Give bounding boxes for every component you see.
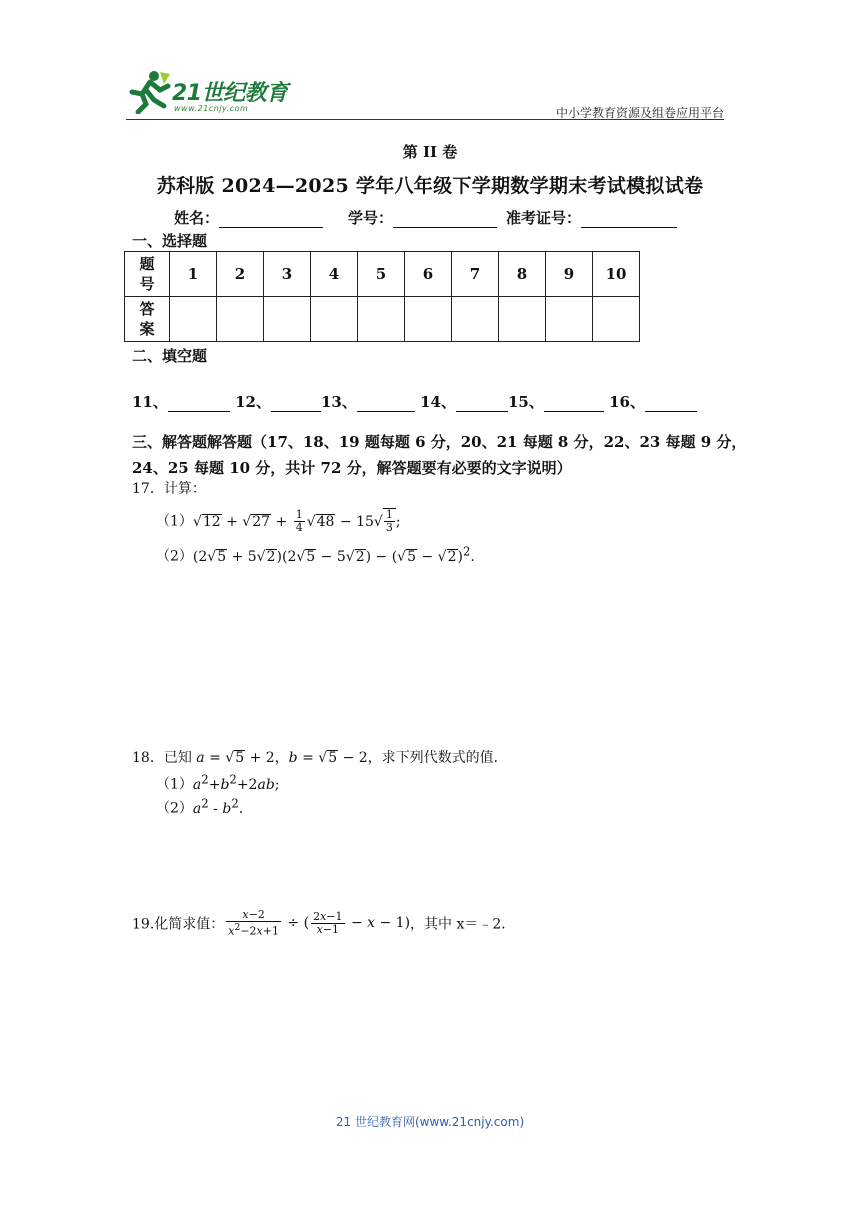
number-cell: 1 [170, 252, 217, 297]
answer-cell[interactable] [358, 297, 405, 342]
number-cell: 5 [358, 252, 405, 297]
student-id-field[interactable] [348, 207, 497, 228]
question-text: 18．已知 [132, 750, 192, 766]
number-cell: 8 [499, 252, 546, 297]
number-cell: 7 [452, 252, 499, 297]
expression: √12 + √27 + $\frac{1}{4}$ √48 − 15√ $\frac{1}{3}$ ; [192, 508, 401, 534]
fill-blank[interactable] [168, 394, 230, 412]
logo-url: www.21cnjy.com [174, 104, 249, 113]
fill-blank[interactable] [645, 394, 697, 412]
logo-text: 21世纪教育 [172, 81, 288, 106]
number-cell: 3 [264, 252, 311, 297]
fill-blank[interactable] [456, 394, 508, 412]
header-char: 题 [139, 255, 155, 273]
fill-blank[interactable] [357, 394, 415, 412]
answer-cell[interactable] [499, 297, 546, 342]
fill-blank-row [132, 391, 697, 412]
question-18-part-2 [156, 796, 243, 818]
name-blank[interactable] [219, 209, 323, 228]
expression: $a^2 - b^2$. [192, 796, 244, 817]
answer-cell[interactable] [593, 297, 640, 342]
fill-blank[interactable] [271, 394, 321, 412]
part-label: （2） [156, 548, 193, 565]
part-label: （2） [156, 800, 193, 817]
answer-cell[interactable] [452, 297, 499, 342]
question-text: 19.化简求值： [132, 916, 225, 933]
page-title: 苏科版 2024—2025 学年八年级下学期数学期末考试模拟试卷 [156, 175, 704, 197]
exam-number-label: 准考证号： [506, 209, 582, 227]
name-field[interactable] [174, 207, 323, 228]
number-cell: 2 [217, 252, 264, 297]
volume-label: 第 II 卷 [402, 143, 458, 161]
question-text-tail: ，求下列代数式的值． [367, 750, 508, 766]
answer-cell[interactable] [405, 297, 452, 342]
footer-link[interactable]: 21 世纪教育网(www.21cnjy.com) [335, 1115, 525, 1129]
question-text-tail: ，其中 x＝﹣2． [410, 916, 516, 933]
expression: $\frac{x-2}{x^2-2x+1}$ ÷ ( $\frac{2x-1}{x-1}$ − x − 1) [228, 908, 411, 938]
fill-item-label: 13、 [320, 393, 357, 411]
number-cell: 6 [405, 252, 452, 297]
answer-cell[interactable] [217, 297, 264, 342]
question-17-label: 17．计算： [132, 481, 206, 497]
answer-cell[interactable] [311, 297, 358, 342]
logo [124, 70, 294, 120]
header-char: 号 [139, 275, 155, 293]
number-cell: 9 [546, 252, 593, 297]
question-18-label [132, 747, 508, 767]
student-id-blank[interactable] [393, 209, 497, 228]
runner-logo-icon [124, 70, 172, 114]
name-label: 姓名： [174, 209, 220, 227]
section-solve-heading: 三、解答题解答题（17、18、19 题每题 6 分，20、21 每题 8 分，22、23 每题 9 分，24、25 每题 10 分，共计 72 分，解答题要有必要的文字说明） [132, 433, 747, 477]
part-label: （1） [156, 776, 193, 793]
expression: $a^2+b^2+2ab$; [192, 772, 280, 793]
section-choice-heading: 一、选择题 [132, 232, 208, 250]
fill-item-label: 12、 [235, 393, 271, 411]
table-row-numbers [125, 252, 640, 297]
header-cell-answer [125, 297, 170, 342]
student-id-label: 学号： [348, 209, 394, 227]
header-char: 答 [139, 300, 155, 318]
answer-table [124, 251, 640, 342]
question-19 [132, 909, 515, 938]
platform-name: 中小学教育资源及组卷应用平台 [555, 106, 724, 120]
header-char: 案 [139, 320, 155, 338]
question-17-part-1 [156, 508, 401, 534]
expression: $(2√5 + 5√2)(2√5 - 5√2) - (√5 - √2)^2$. [192, 544, 475, 565]
answer-cell[interactable] [170, 297, 217, 342]
fill-item-label: 14、 [420, 393, 456, 411]
fill-item-label: 11、 [132, 393, 168, 411]
fill-blank[interactable] [544, 394, 604, 412]
question-18-part-1 [156, 772, 280, 794]
number-cell: 4 [311, 252, 358, 297]
fill-item-label: 16、 [609, 393, 645, 411]
answer-cell[interactable] [264, 297, 311, 342]
header-cell-question [125, 252, 170, 297]
table-row-answers [125, 297, 640, 342]
answer-cell[interactable] [546, 297, 593, 342]
number-cell: 10 [593, 252, 640, 297]
exam-number-field[interactable] [506, 207, 677, 228]
part-label: （1） [156, 513, 193, 530]
header-divider [126, 119, 724, 120]
fill-item-label: 15、 [507, 393, 544, 411]
given-values: a = √5 + 2，b = √5 − 2 [196, 750, 368, 766]
exam-number-blank[interactable] [581, 209, 677, 228]
section-fill-heading: 二、填空题 [132, 347, 208, 365]
question-17-part-2 [156, 544, 475, 566]
